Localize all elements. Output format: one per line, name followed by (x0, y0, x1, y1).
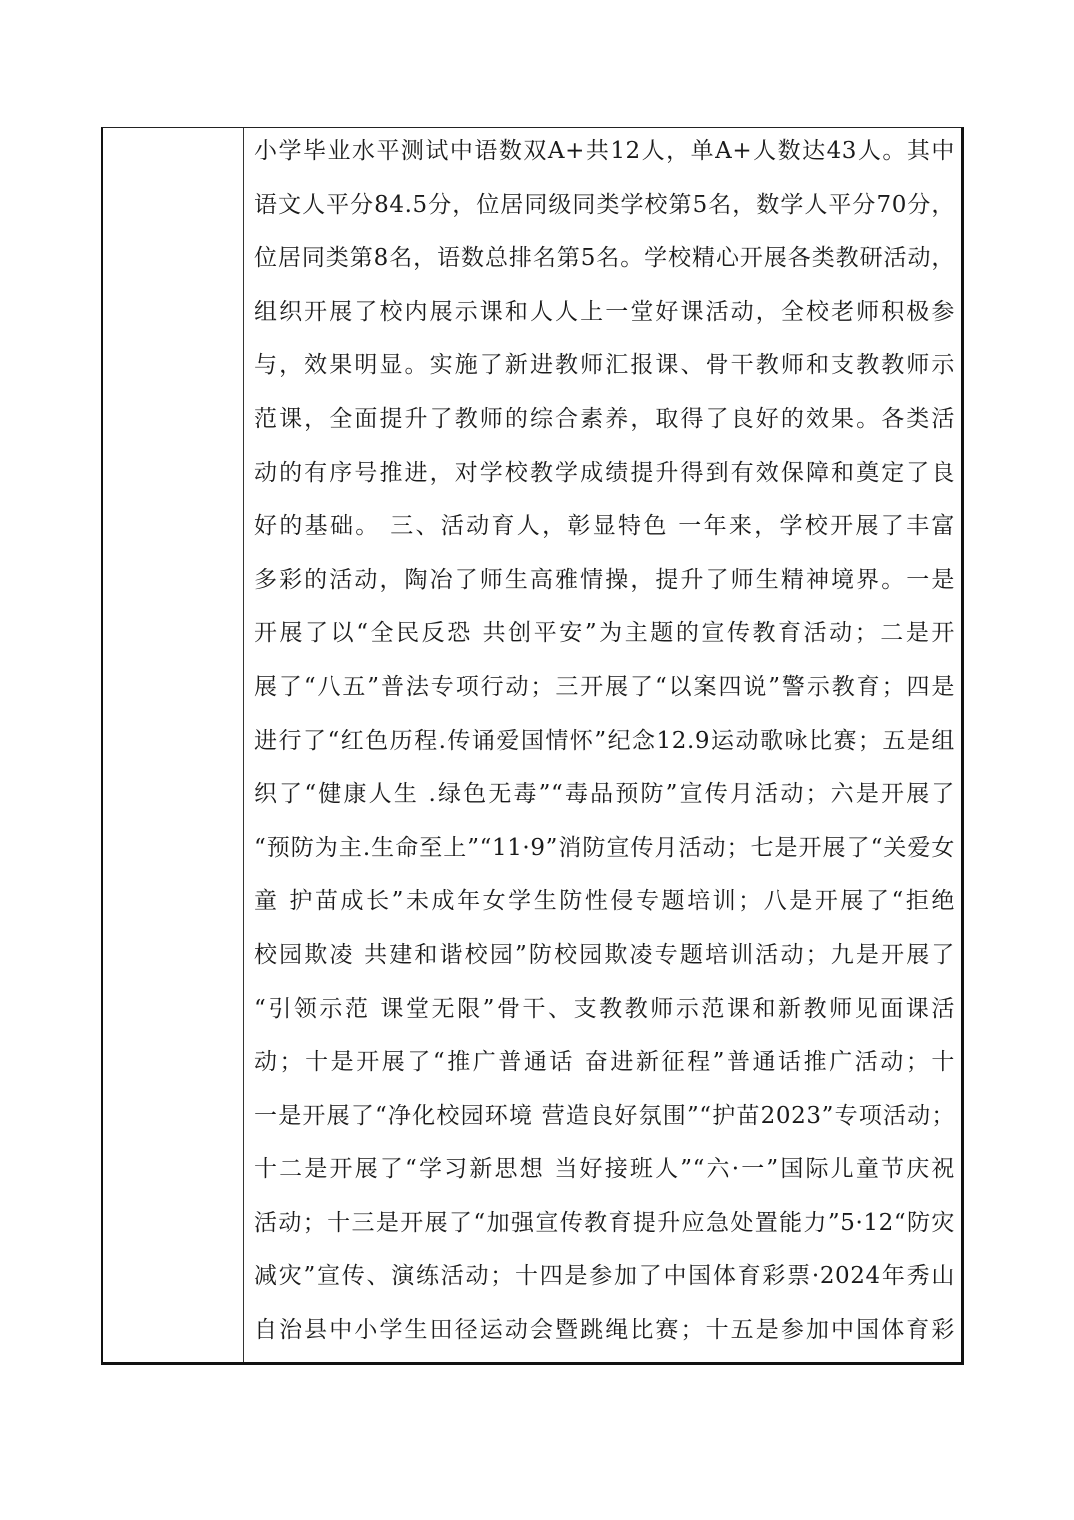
text-line: 展了“八五”普法专项行动；三开展了“以案四说”警示教育；四是 (254, 673, 955, 700)
text-line: 好的基础。 三、活动育人，彰显特色 一年来，学校开展了丰富 (254, 513, 955, 540)
text-line: 校园欺凌 共建和谐校园”防校园欺凌专题培训活动；九是开展了 (254, 941, 955, 968)
text-line: 自治县中小学生田径运动会暨跳绳比赛；十五是参加中国体育彩 (254, 1317, 955, 1344)
text-line: 进行了“红色历程.传诵爱国情怀”纪念12.9运动歌咏比赛；五是组 (254, 727, 955, 754)
text-line: 活动；十三是开展了“加强宣传教育提升应急处置能力”5·12“防灾 (254, 1209, 955, 1236)
text-line: 动的有序号推进，对学校教学成绩提升得到有效保障和奠定了良 (254, 459, 955, 486)
text-line: 多彩的活动，陶冶了师生高雅情操，提升了师生精神境界。一是 (254, 566, 955, 593)
text-line: 语文人平分84.5分，位居同级同类学校第5名，数学人平分70分， (254, 191, 955, 218)
text-line: 位居同类第8名，语数总排名第5名。学校精心开展各类教研活动， (254, 245, 955, 272)
text-line: 童 护苗成长”未成年女学生防性侵专题培训；八是开展了“拒绝 (254, 888, 955, 915)
text-line: 十二是开展了“学习新思想 当好接班人”“六·一”国际儿童节庆祝 (254, 1156, 955, 1183)
text-line: 减灾”宣传、演练活动；十四是参加了中国体育彩票·2024年秀山 (254, 1263, 955, 1290)
text-line: 小学毕业水平测试中语数双A+共12人，单A+人数达43人。其中 (254, 138, 955, 164)
text-line: “预防为主.生命至上”“11·9”消防宣传月活动；七是开展了“关爱女 (254, 834, 955, 861)
text-line: 开展了以“全民反恐 共创平安”为主题的宣传教育活动；二是开 (254, 620, 955, 647)
table-content-cell (244, 128, 961, 1362)
text-line: 与，效果明显。实施了新进教师汇报课、骨干教师和支教教师示 (254, 352, 955, 379)
text-line: 织了“健康人生 .绿色无毒”“毒品预防”宣传月活动；六是开展了 (254, 781, 955, 808)
table-label-cell (103, 128, 244, 1362)
text-line: 动；十是开展了“推广普通话 奋进新征程”普通话推广活动；十 (254, 1049, 955, 1076)
text-line: 组织开展了校内展示课和人人上一堂好课活动，全校老师积极参 (254, 298, 955, 325)
text-line: 一是开展了“净化校园环境 营造良好氛围”“护苗2023”专项活动； (254, 1102, 955, 1129)
text-line: “引领示范 课堂无限”骨干、支教教师示范课和新教师见面课活 (254, 995, 955, 1022)
text-line: 范课，全面提升了教师的综合素养，取得了良好的效果。各类活 (254, 405, 955, 432)
body-paragraph (254, 128, 955, 1358)
form-table (101, 127, 964, 1365)
